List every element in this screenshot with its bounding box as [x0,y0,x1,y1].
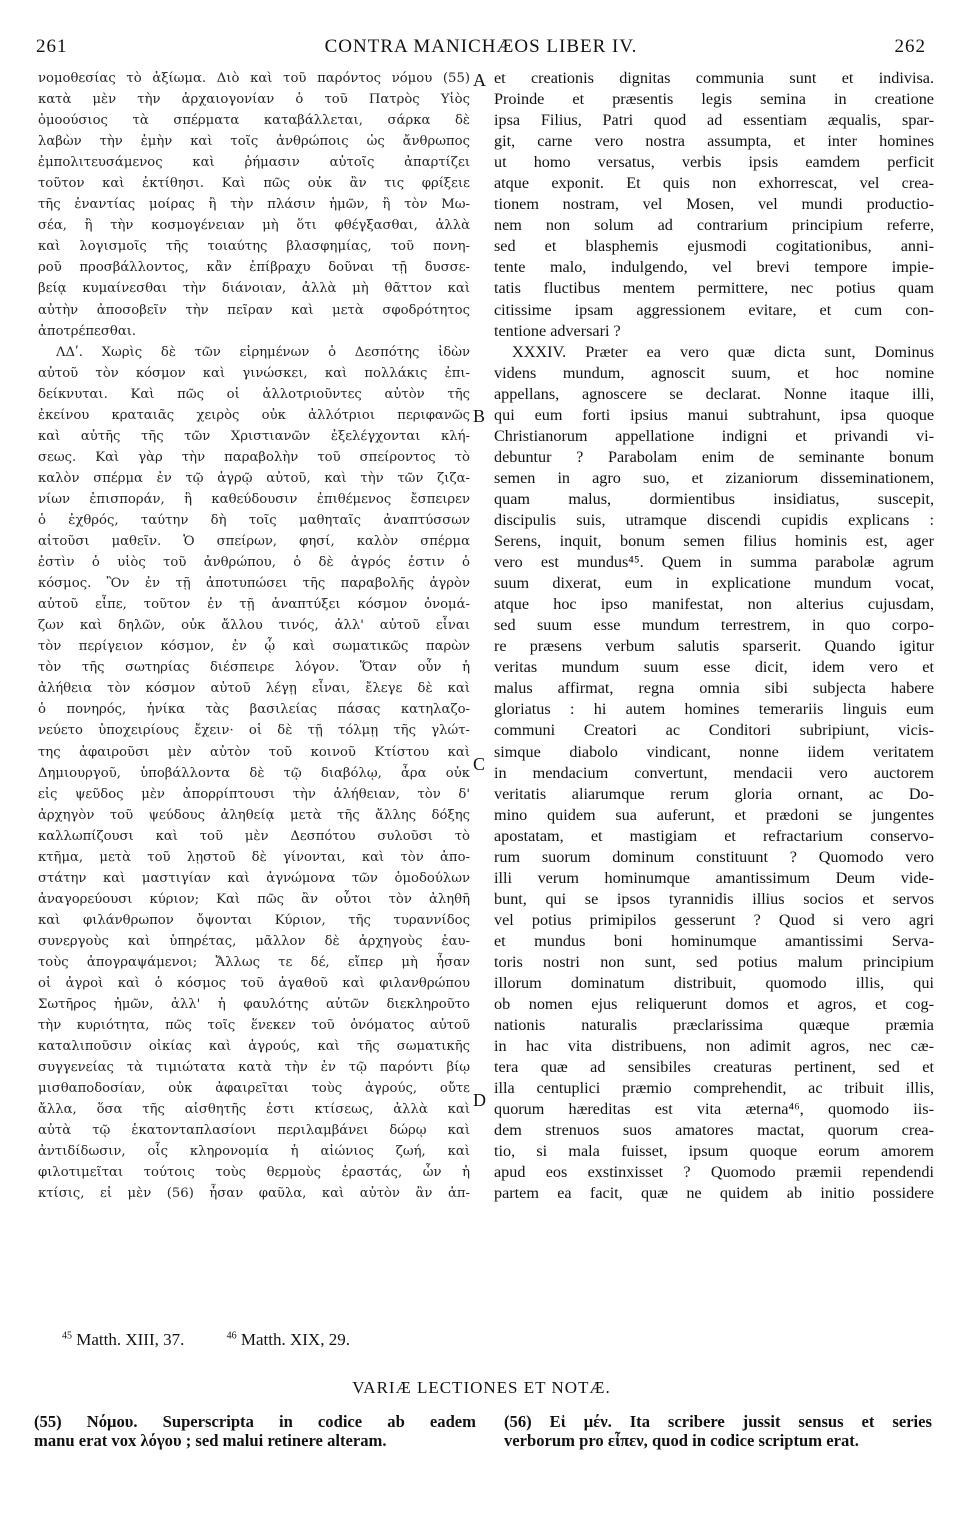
greek-text-line: ἄλλα, ὅσα τῆς αἰσθητῆς ἐστι κτίσεως, ἀλλὰ καὶ [38,1102,470,1118]
note-56-line: (56) Εἰ μέν. Ita scribere jussit sensus et series [504,1412,932,1431]
greek-text-line: βείᾳ κυμαίνεσθαι τὴν διάνοιαν, ἀλλὰ μὴ θᾶττον καὶ [38,281,470,297]
note-55-line: manu erat vox λόγου ; sed malui retinere alteram. [34,1431,387,1450]
note-56-line: verborum pro εἶπεν, quod in codice scriptum erat. [504,1431,859,1450]
latin-text-line: in hac vita distribuens, non adimit agros, nec cæ- [494,1037,934,1056]
greek-text-line: ἐκείνου κραταιᾶς χειρὸς οὐκ ἀλλότριοι περιφανῶς [38,407,470,423]
page-number-right: 262 [894,36,926,57]
greek-text-line: μισθαποδοσίαν, οὐκ ἀφαιρεῖται τοὺς ἀγρούς, οὔτε [38,1081,470,1097]
latin-text-line: videns mundum, agnoscit suum, et hoc nomine [494,363,934,382]
greek-text-line: ἐμπολιτευσάμενος καὶ ῥήμασιν αὐτοῖς ἀπαρτίζει [38,155,470,171]
greek-text-line: αἰτοῦσι μαθεῖν. Ὁ σπείρων, φησί, καλὸν σπέρμα [38,534,470,550]
greek-text-line: εἰς ψεῦδος μὲν ἀπορρίπτουσι τὴν ἀλήθειαν, τὸν δ' [38,786,470,802]
latin-text-line: quorum hæreditas est vita æterna⁴⁶, quomodo iis- [494,1100,934,1119]
footnote-45 [62,1330,184,1350]
note-55-line: (55) Νόμου. Superscripta in codice ab eadem [34,1412,476,1431]
greek-text-line: ΛΔʹ. Χωρὶς δὲ τῶν εἰρημένων ὁ Δεσπότης ἰδὼν [56,344,470,360]
greek-text-line: αὐτοῦ εἶπε, τοῦτον ἐν τῇ ἀναπτύξει κόσμον ὀνομά- [38,597,470,613]
latin-text-line: dem strenuos suos amatores mactat, quorum crea- [494,1121,934,1140]
latin-text-line: atque hoc ipso manifestat, non alterius cujusdam, [494,595,934,614]
latin-text-line: Serens, inquit, bonum semen filius hominis est, ager [494,532,934,551]
latin-text-line: Christianorum appellatione indigni et privandi vi- [494,426,934,445]
greek-text-line: κόσμος. Ὃν ἐν τῇ ἀποτυπώσει τῆς παραβολῆς ἀγρὸν [38,576,470,592]
greek-text-line: ὁμοούσιος τὰ σπέρματα καταβάλλεται, σάρκα δὲ [38,113,470,129]
latin-text-line: debuntur ? Parabolam enim de seminante bonum [494,447,934,466]
footnote-45-text: Matth. XIII, 37. [76,1330,185,1349]
footnote-46-text: Matth. XIX, 29. [240,1330,350,1349]
greek-text-line: ἀντιδίδωσιν, οἷς κληρονομία ἡ αἰώνιος ζωή, καὶ [38,1144,470,1160]
footnote-46-number: 46 [226,1330,237,1342]
footnotes [62,1330,482,1350]
greek-text-line: ἀρχηγὸν τοῦ ψεύδους ἀληθείᾳ μετὰ τῆς ἄλλης δόξης [38,807,470,823]
greek-text-line: ζων καὶ δηλῶν, οὐκ ἄλλου τινός, ἀλλ' αὐτοῦ εἶναι [38,618,470,634]
greek-text-line: τὸν περίγειον κόσμον, ἐν ᾧ καὶ σωματικῶς παρὼν [38,639,470,655]
greek-column [38,68,470,1205]
latin-text-line: vero est mundus⁴⁵. Quem in summa parabolæ agrum [494,553,934,572]
greek-text-line: καὶ αὐτῆς τῆς τῶν Χριστιανῶν ἐξελέγχονται κλή- [38,428,470,444]
greek-text-line: αὐτοῦ τὸν κόσμον καὶ γινώσκει, καὶ πολλάκις ἐπι- [38,365,470,381]
greek-text-line: Δημιουργοῦ, ὑποβάλλοντα δὲ τῷ διαβόλῳ, ἆρα οὐκ [38,765,470,781]
greek-text-line: νεύετο ὑποχειρίους ἔχειν· οἱ δὲ τῇ τόλμῃ τῆς γλώτ- [38,723,470,739]
latin-text-line: communi Creatori ac Conditori subripiunt, vicis- [494,721,934,740]
latin-text-line: tio, si mala fuisset, ipsum quoque eorum amorem [494,1142,934,1161]
greek-text-line: δείκνυται. Καὶ πῶς οἱ ἀλλοτριοῦντες αὐτὸν τῆς [38,386,470,402]
latin-text-line: ob nomen ejus reliquerunt domos et agros, et cog- [494,995,934,1014]
latin-text-line: veritatis aliarumque rerum gloria ornant, ac Do- [494,784,934,803]
latin-text-line: suum dixerat, eum in explicatione mundum vocat, [494,574,934,593]
greek-text-line: λαβὼν τὴν ἐμὴν καὶ τοῖς ἀνθρώποις ὡς ἄνθρωπος [38,134,470,150]
latin-text-line: tentione adversari ? [494,321,621,340]
latin-text-line: tente malo, indulgendo, vel brevi tempore impie- [494,258,934,277]
greek-text-line: φιλοτιμεῖται τούτοις τοὺς θερμοὺς ἐραστάς, ὧν ἡ [38,1165,470,1181]
latin-text-line: veritas mundum suum esse dicit, idem vero et [494,658,934,677]
latin-text-line: toris nostri non sunt, sed potius malum principium [494,952,934,971]
greek-text-line: ἀναγορεύουσι κύριον; Καὶ πῶς ἂν οὗτοι τὸν ἀληθῆ [38,891,470,907]
page-number-left: 261 [36,36,68,57]
margin-mark-b: B [473,406,486,426]
note-55 [34,1412,476,1450]
latin-text-line: sed suum esse mundum terrestrem, in quo corpo- [494,616,934,635]
greek-text-line: καλὸν σπέρμα ἐν τῷ ἀγρῷ αὐτοῦ, καὶ τὴν τῶν ζιζα- [38,470,470,486]
greek-text-line: της ἀφαιροῦσι μὲν αὐτὸν τοῦ κοινοῦ Κτίστου καὶ [38,744,470,760]
greek-text-line: νίων ἐπισποράν, ἣ καθεύδουσιν ἐπιθέμενος ἔσπειρεν [38,491,470,507]
greek-text-line: κτίσις, εἰ μὲν (56) ἦσαν φαῦλα, καὶ αὐτὸν ἂν ἀπ- [38,1186,470,1202]
latin-text-line: bunt, qui se ipsos tyrannidis illius socios et servos [494,889,934,908]
latin-text-line: mino quidem sua auferunt, et prædoni se jungentes [494,805,934,824]
greek-text-line: κτῆμα, μετὰ τοῦ λῃστοῦ δὲ γίνονται, καὶ τὸν ἀπο- [38,849,470,865]
greek-text-line: τοὺς ἀπογραψάμενοι; Ἄλλως τε δέ, εἴπερ μὴ ἦσαν [38,954,470,970]
latin-text-line: nem non solum ad contrarium principium referre, [494,216,934,235]
latin-text-line: sed et blasphemis ejusmodi cogitationibus, anni- [494,237,934,256]
latin-text-line: apud eos exstinxisset ? Quomodo præmii rependendi [494,1163,934,1182]
note-56 [504,1412,932,1450]
greek-text-line: τὸν τῆς σωτηρίας διέσπειρε λόγον. Ὅταν οὖν ἡ [38,660,470,676]
latin-text-line: illi verum hominumque amantissimum Deum vide- [494,868,934,887]
greek-text-line: τῆς ἐναντίας μοίρας ἢ τὴν πλάσιν ἡμῶν, ἢ τὸν Μω- [38,197,470,213]
variae-lectiones-heading: VARIÆ LECTIONES ET NOTÆ. [352,1378,611,1397]
greek-text-line: σέα, ἢ τὴν κοσμογένειαν μὴ ὅτι φθέγξασθαι, ἀλλὰ [38,218,470,234]
latin-text-line: tera quæ ad sensibiles creaturas pertinent, sed et [494,1058,934,1077]
latin-text-line: Proinde et præsentis legis semina in creatione [494,90,934,109]
greek-text-line: καλλωπίζουσι καὶ τοῦ μὲν Δεσπότου συλοῦσι τὸ [38,828,470,844]
greek-text-line: συνεργοὺς καὶ ὑπηρέτας, μᾶλλον δὲ ἀρχηγοὺς ἑαυ- [38,933,470,949]
latin-text-line: apostatam, et mastigiam et refractarium conservo- [494,826,934,845]
latin-text-line: et creationis dignitas communia sunt et indivisa. [494,69,934,87]
latin-text-line: et mundus boni hominumque amantissimi Serva- [494,931,934,950]
greek-text-line: ροῦ προσβάλλοντος, κἂν ἐπίβραχυ δοῦναι τῇ δυσσε- [38,260,470,276]
latin-text-line: rum suorum dominum constituunt ? Quomodo vero [494,847,934,866]
latin-text-line: XXXIV. Præter ea vero quæ dicta sunt, Dominus [512,342,934,361]
greek-text-line: ἀποτρέπεσθαι. [38,323,137,339]
latin-text-line: gloriatus : hi autem homines temerariis linguis eum [494,700,934,719]
latin-text-line: citissime ipsam aggressionem evitare, et cum con- [494,300,934,319]
latin-text-line: partem ea facit, quæ ne quidem ab initio possidere [494,1184,934,1203]
running-title: CONTRA MANICHÆOS LIBER IV. [324,36,638,57]
greek-text-line: αὐτὴν ἀποσοβεῖν τὴν πεῖραν καὶ μετὰ σφοδρότητος [38,302,470,318]
footnote-45-number: 45 [62,1330,72,1342]
margin-mark-c: C [473,754,486,774]
latin-text-line: atque exponit. Et quis non exhorrescat, vel crea- [494,174,934,193]
greek-text-line: τὴν κυριότητα, πῶς τοῖς ἕνεκεν τοῦ ὀνόματος αὐτοῦ [38,1018,470,1034]
footnote-46 [227,1330,350,1350]
latin-text-line: semen in agro suo, et zizaniorum disseminationem, [494,468,934,487]
greek-text-line: Σωτῆρος ἡμῶν, ἀλλ' ἡ φαυλότης αὐτῶν διεκληροῦτο [38,997,470,1013]
latin-text-line: qui eum forti ipsius manui subtrahunt, ipsa quoque [494,405,934,424]
greek-text-line: ἀλήθεια τὸν κόσμον αὐτοῦ λέγῃ εἶναι, ἔλεγε δὲ καὶ [38,681,470,697]
latin-text-line: in mendacium convertunt, mendacii vero auctorem [494,763,934,782]
latin-text-line: quam malus, dormientibus insidiatus, suscepit, [494,489,934,508]
latin-text-line: illorum dominatum distribuit, quomodo illis, qui [494,974,934,993]
greek-text-line: συγγενείας τὰ τιμιώτατα κατὰ τὴν ἐν τῷ παρόντι βίῳ [38,1060,470,1076]
latin-column [494,68,934,1205]
latin-text-line: re præsens verbum salutis sparserit. Quando igitur [494,637,934,656]
latin-text-line: tionem nostram, vel Mosen, vel mundi productio- [494,195,934,214]
margin-mark-a: A [473,70,486,90]
greek-text-line: αὐτὰ τῷ ἑκατονταπλασίονι περιλαμβάνει δώρῳ καὶ [38,1123,470,1139]
greek-text-line: ὁ πονηρός, ἡνίκα τὰς βασιλείας πάσας κατηλαζο- [38,702,470,718]
greek-text-line: οἱ ἀγροὶ καὶ ὁ κόσμος τοῦ ἀγαθοῦ καὶ φιλανθρώπου [38,976,470,992]
latin-text-line: ut homo versatus, verbis ipsis eamdem perficit [494,153,934,172]
latin-text-line: git, carne vero nostra assumpta, et inter homines [494,132,934,151]
greek-text-line: καταλιποῦσιν οἰκίας καὶ ἀγρούς, καὶ τῆς σωματικῆς [38,1039,470,1055]
greek-text-line: καὶ λογισμοῖς τῆς τοιαύτης βλασφημίας, τοῦ πονη- [38,239,470,255]
greek-text-line: νομοθεσίας τὸ ἀξίωμα. Διὸ καὶ τοῦ παρόντος νόμου (55) [38,71,470,86]
latin-text-line: ipsa Filius, Patri quod ad essentiam æqualis, spar- [494,111,934,130]
latin-text-line: simque diabolo vindicant, nonne iidem veritatem [494,742,934,761]
greek-text-line: κατὰ μὲν τὴν ἀρχαιογονίαν ὁ τοῦ Πατρὸς Υἱὸς [38,92,470,108]
latin-text-line: discipulis suis, utramque discendi cupidis explicans : [494,510,934,529]
greek-text-line: ἐστὶν ὁ υἱὸς τοῦ ἀνθρώπου, ὁ δὲ ἀγρός ἐστιν ὁ [38,555,470,571]
greek-text-line: καὶ φιλάνθρωπον ὄψονται Κύριον, τῆς τυραννίδος [38,912,470,928]
latin-text-line: malus affirmat, regna omnia sibi subjecta habere [494,679,934,698]
greek-text-line: ὁ ἐχθρός, ταύτην δὴ τοῖς μαθηταῖς ἀναπτύσσων [38,512,470,528]
latin-text-line: nationis naturalis præclarissima quæque præmia [494,1016,934,1035]
running-header [36,36,926,64]
latin-text-line: illa centuplici præmio comprehendit, ac tribuit illis, [494,1079,934,1098]
latin-text-line: appellans, agnoscere se declarat. Nonne itaque illi, [494,384,934,403]
latin-text-line: tatis fluctibus mentem permittere, nec potius quam [494,279,934,298]
latin-text-line: vel potius primipilos gesserunt ? Quod si vero agri [494,910,934,929]
greek-text-line: τοῦτον καὶ ἐκτίθησι. Καὶ πῶς οὐκ ἂν τις φρίξειε [38,176,470,192]
greek-text-line: σεως. Καὶ γὰρ τὴν παραβολὴν τοῦ σπείροντος τὸ [38,449,470,465]
greek-text-line: στάτην καὶ μαστιγίαν καὶ ἀγνώμονα τῶν ὁμοδούλων [38,870,470,886]
margin-mark-d: D [473,1090,486,1110]
